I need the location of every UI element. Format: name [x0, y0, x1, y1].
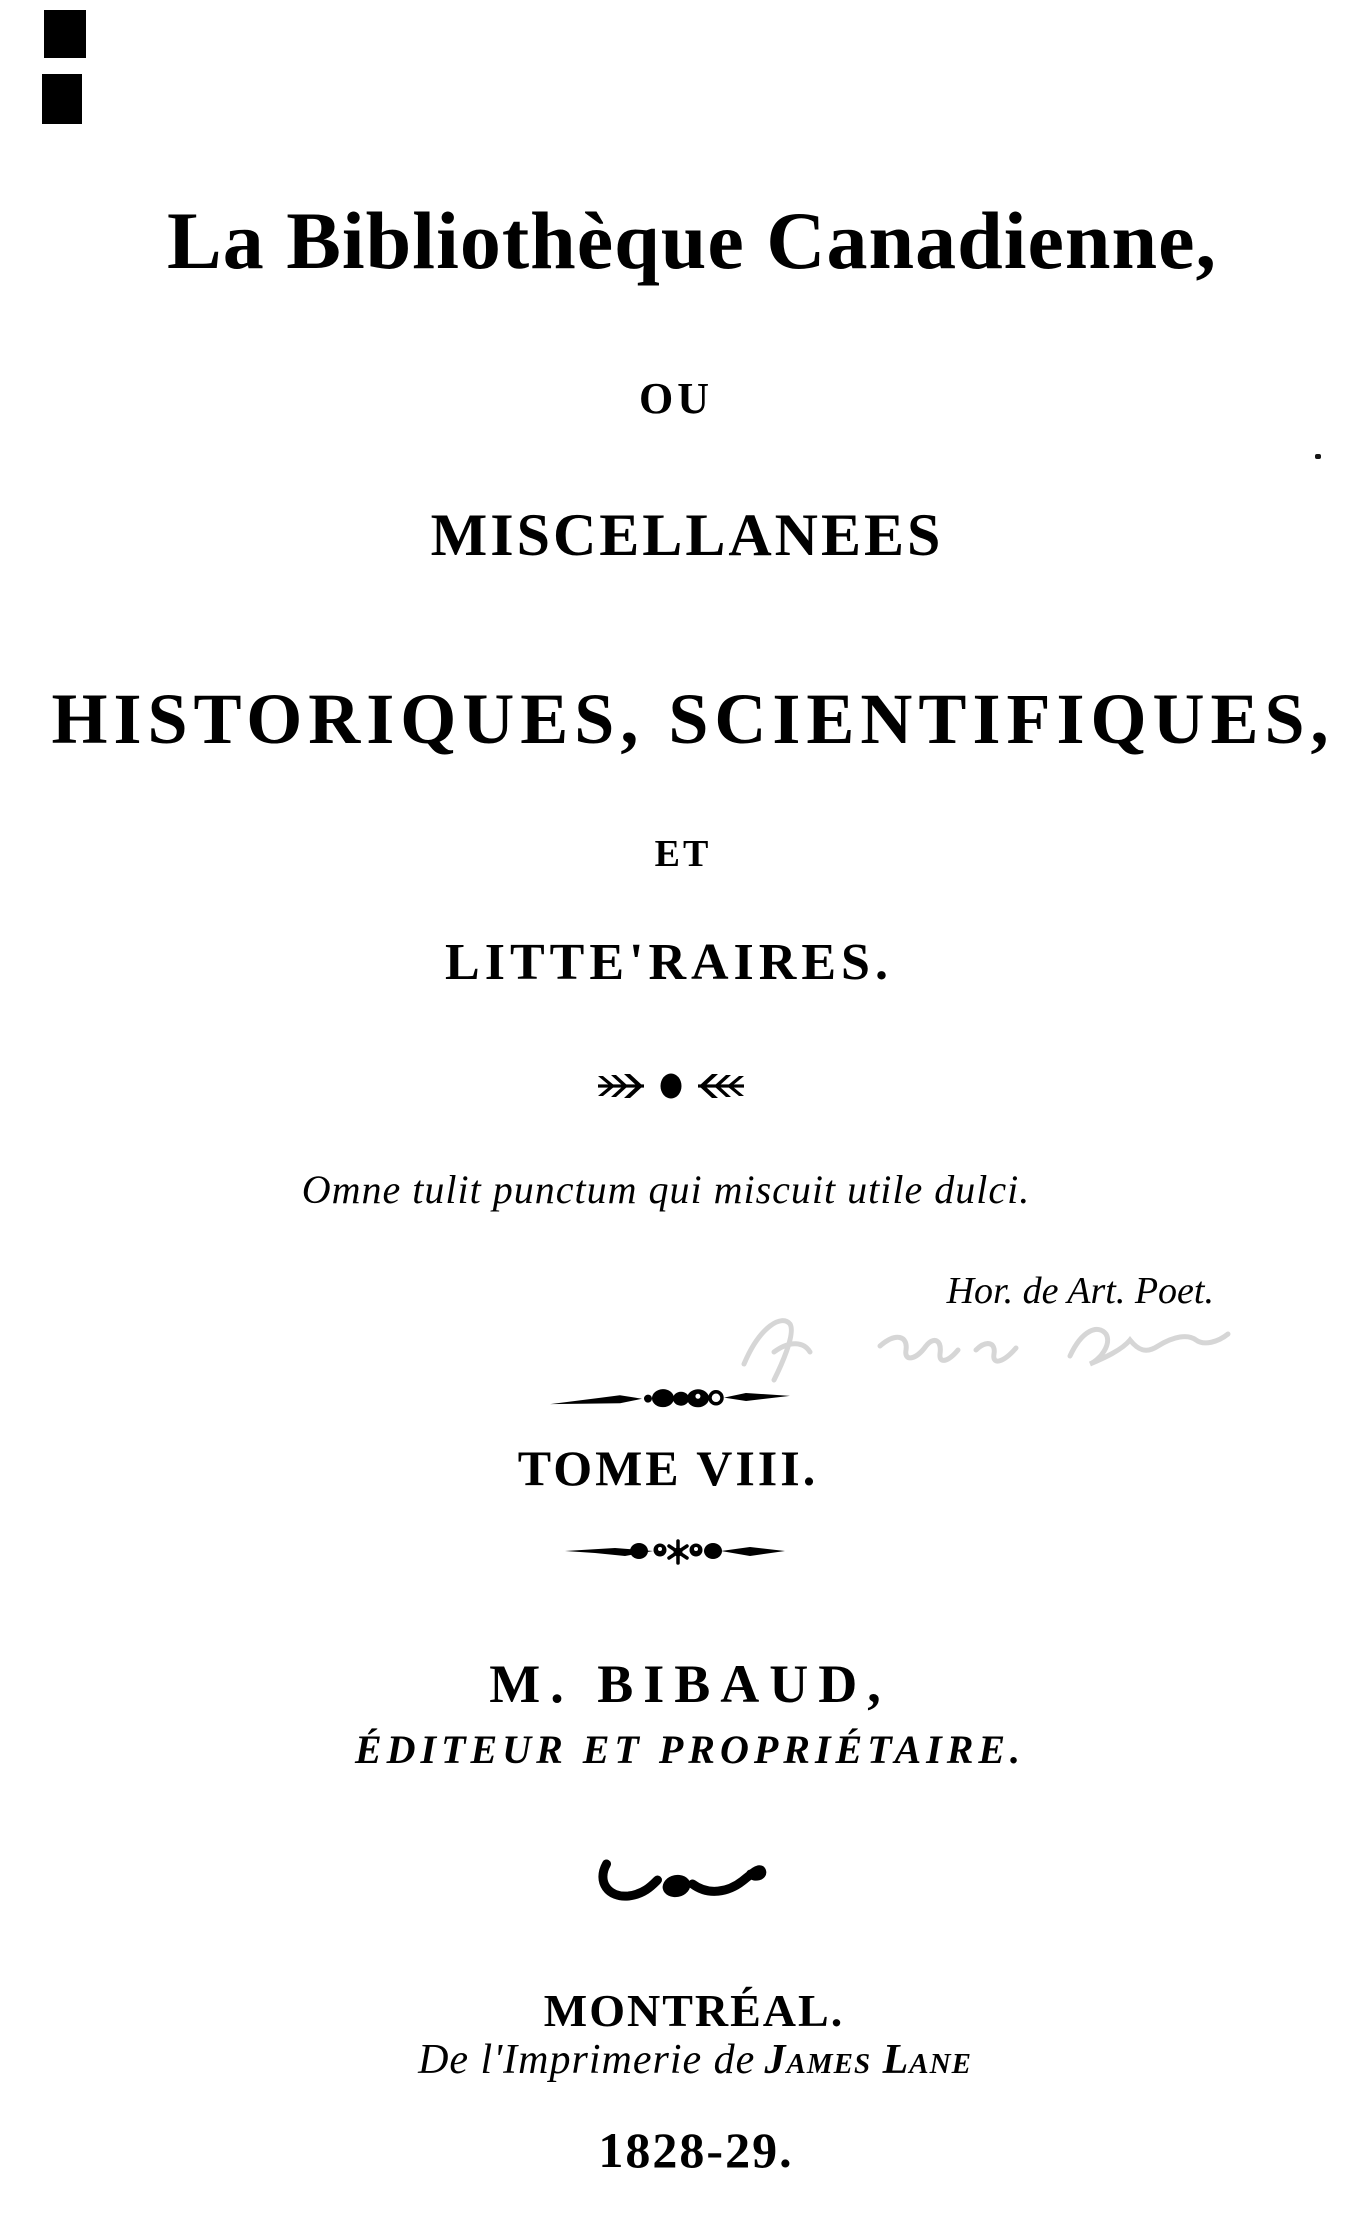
- swash-ornament-icon: [595, 1854, 770, 1906]
- scan-corner-mark-top: [44, 10, 86, 58]
- connector-et: ET: [654, 833, 712, 875]
- editor-name: M. BIBAUD,: [489, 1654, 891, 1714]
- printer-name: James Lane: [764, 2037, 972, 2083]
- subtitle-litteraires: LITTE'RAIRES.: [445, 934, 893, 991]
- ink-speck: [1315, 454, 1321, 459]
- subtitle-miscellanees: MISCELLANEES: [430, 502, 944, 568]
- publication-years: 1828-29.: [598, 2122, 794, 2178]
- epigraph-quote: Omne tulit punctum qui miscuit utile dulci.: [301, 1167, 1031, 1212]
- inward-arrows-ornament-icon: [596, 1071, 746, 1101]
- subtitle-historiques-scientifiques: HISTORIQUES, SCIENTIFIQUES,: [51, 679, 1335, 759]
- handwritten-signature: [730, 1306, 1250, 1396]
- editor-role: ÉDITEUR ET PROPRIÉTAIRE.: [354, 1727, 1026, 1772]
- epigraph-attribution: Hor. de Art. Poet.: [946, 1270, 1214, 1312]
- connector-ou: OU: [639, 374, 713, 423]
- scan-corner-mark-bottom: [42, 74, 82, 124]
- printer-line-prefix: De l'Imprimerie de: [418, 2037, 756, 2083]
- printer-line: [12, 2039, 1366, 2081]
- swelled-rule-top-ornament-icon: [550, 1384, 791, 1414]
- main-title: La Bibliothèque Canadienne,: [167, 195, 1217, 286]
- volume-label: TOME VIII.: [517, 1440, 819, 1496]
- city-name: MONTRÉAL.: [543, 1985, 845, 2036]
- swelled-rule-bottom-ornament-icon: [565, 1538, 785, 1568]
